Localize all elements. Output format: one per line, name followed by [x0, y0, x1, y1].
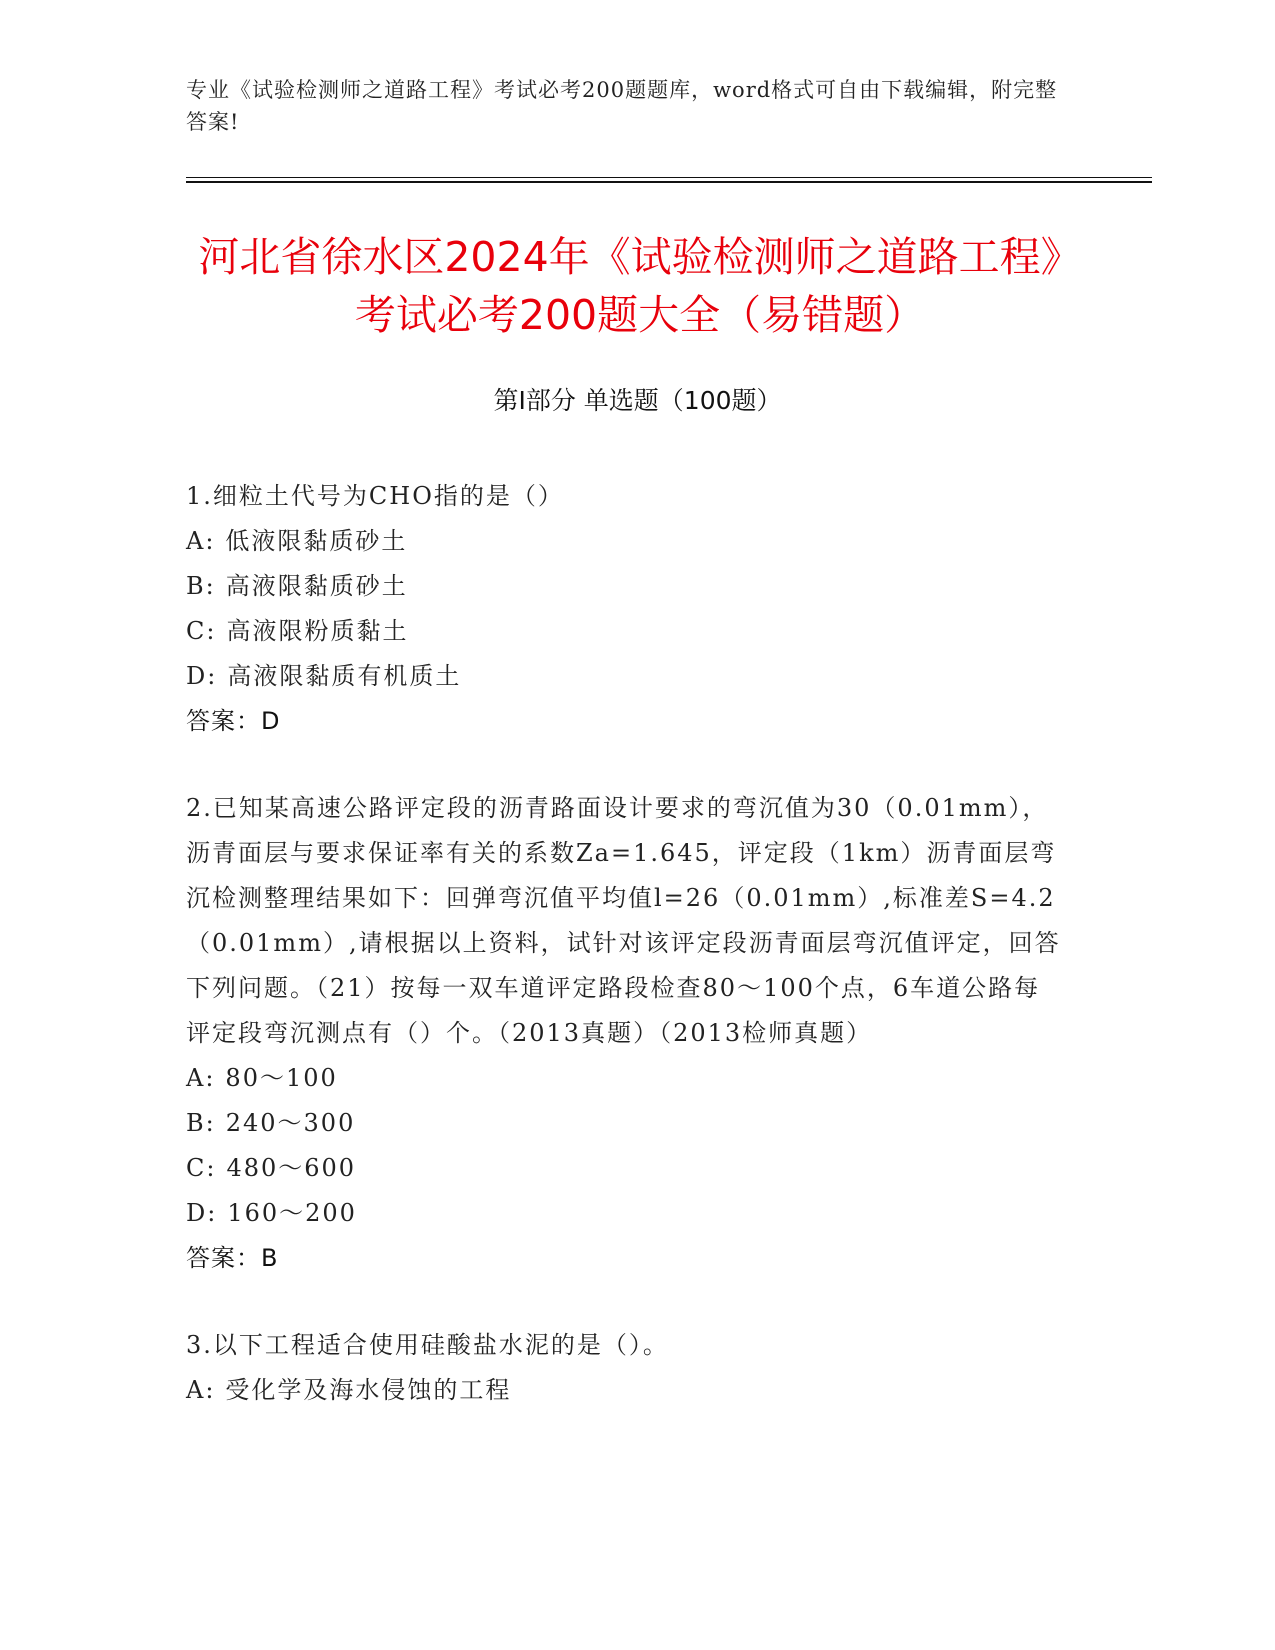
option-text: 480～600 — [226, 1154, 357, 1182]
document-title: 河北省徐水区2024年《试验检测师之道路工程》考试必考200题大全（易错题） — [198, 233, 1082, 339]
option-letter: D: — [186, 662, 218, 690]
option-d — [186, 654, 1066, 699]
answer-line: 答案：D — [186, 707, 281, 735]
option-letter: C: — [186, 617, 217, 645]
option-a — [186, 1056, 1066, 1101]
question-item — [186, 1323, 1066, 1413]
header-note: 专业《试验检测师之道路工程》考试必考200题题库，word格式可自由下载编辑，附完整答案! — [186, 78, 1058, 134]
option-letter: A: — [186, 1376, 216, 1404]
option-text: 80～100 — [225, 1064, 338, 1092]
option-text: 240～300 — [225, 1109, 356, 1137]
answer-line: 答案：B — [186, 1244, 279, 1272]
question-stem: 2.已知某高速公路评定段的沥青路面设计要求的弯沉值为30（0.01mm），沥青面层与要求保证率有关的系数Za=1.645，评定段（1km）沥青面层弯沉检测整理结果如下：回弹弯沉值平均值l=26（0.01mm）,标准差S=4.2（0.01mm）,请根据以上资料，试针对该评定段沥青面层弯沉值评定，回答下列问题。（21）按每一双车道评定路段检查80～100个点，6车道公路每评定段弯沉测点有（）个。（2013真题）（2013检师真题） — [186, 794, 1061, 1047]
option-text: 高液限黏质有机质土 — [227, 662, 462, 690]
question-stem: 1.细粒土代号为CHO指的是（） — [186, 482, 564, 510]
option-letter: B: — [186, 1109, 216, 1137]
option-c — [186, 1146, 1066, 1191]
question-list — [186, 474, 1066, 1455]
option-text: 高液限黏质砂土 — [225, 572, 408, 600]
option-a — [186, 519, 1066, 564]
option-letter: A: — [186, 527, 216, 555]
option-text: 160～200 — [227, 1199, 357, 1227]
header-divider-thin — [186, 177, 1152, 178]
question-stem: 3.以下工程适合使用硅酸盐水泥的是（）。 — [186, 1331, 669, 1359]
option-text: 低液限黏质砂土 — [225, 527, 408, 555]
question-item — [186, 474, 1066, 744]
option-d — [186, 1191, 1066, 1236]
option-letter: B: — [186, 572, 216, 600]
option-letter: A: — [186, 1064, 216, 1092]
question-item — [186, 786, 1066, 1281]
option-c — [186, 609, 1066, 654]
option-letter: D: — [186, 1199, 218, 1227]
option-b — [186, 564, 1066, 609]
option-a — [186, 1368, 1066, 1413]
header-divider-thick — [186, 181, 1152, 183]
option-text: 受化学及海水侵蚀的工程 — [225, 1376, 512, 1404]
option-letter: C: — [186, 1154, 217, 1182]
section-title: 第I部分 单选题（100题） — [493, 386, 782, 415]
option-text: 高液限粉质黏土 — [226, 617, 409, 645]
option-b — [186, 1101, 1066, 1146]
